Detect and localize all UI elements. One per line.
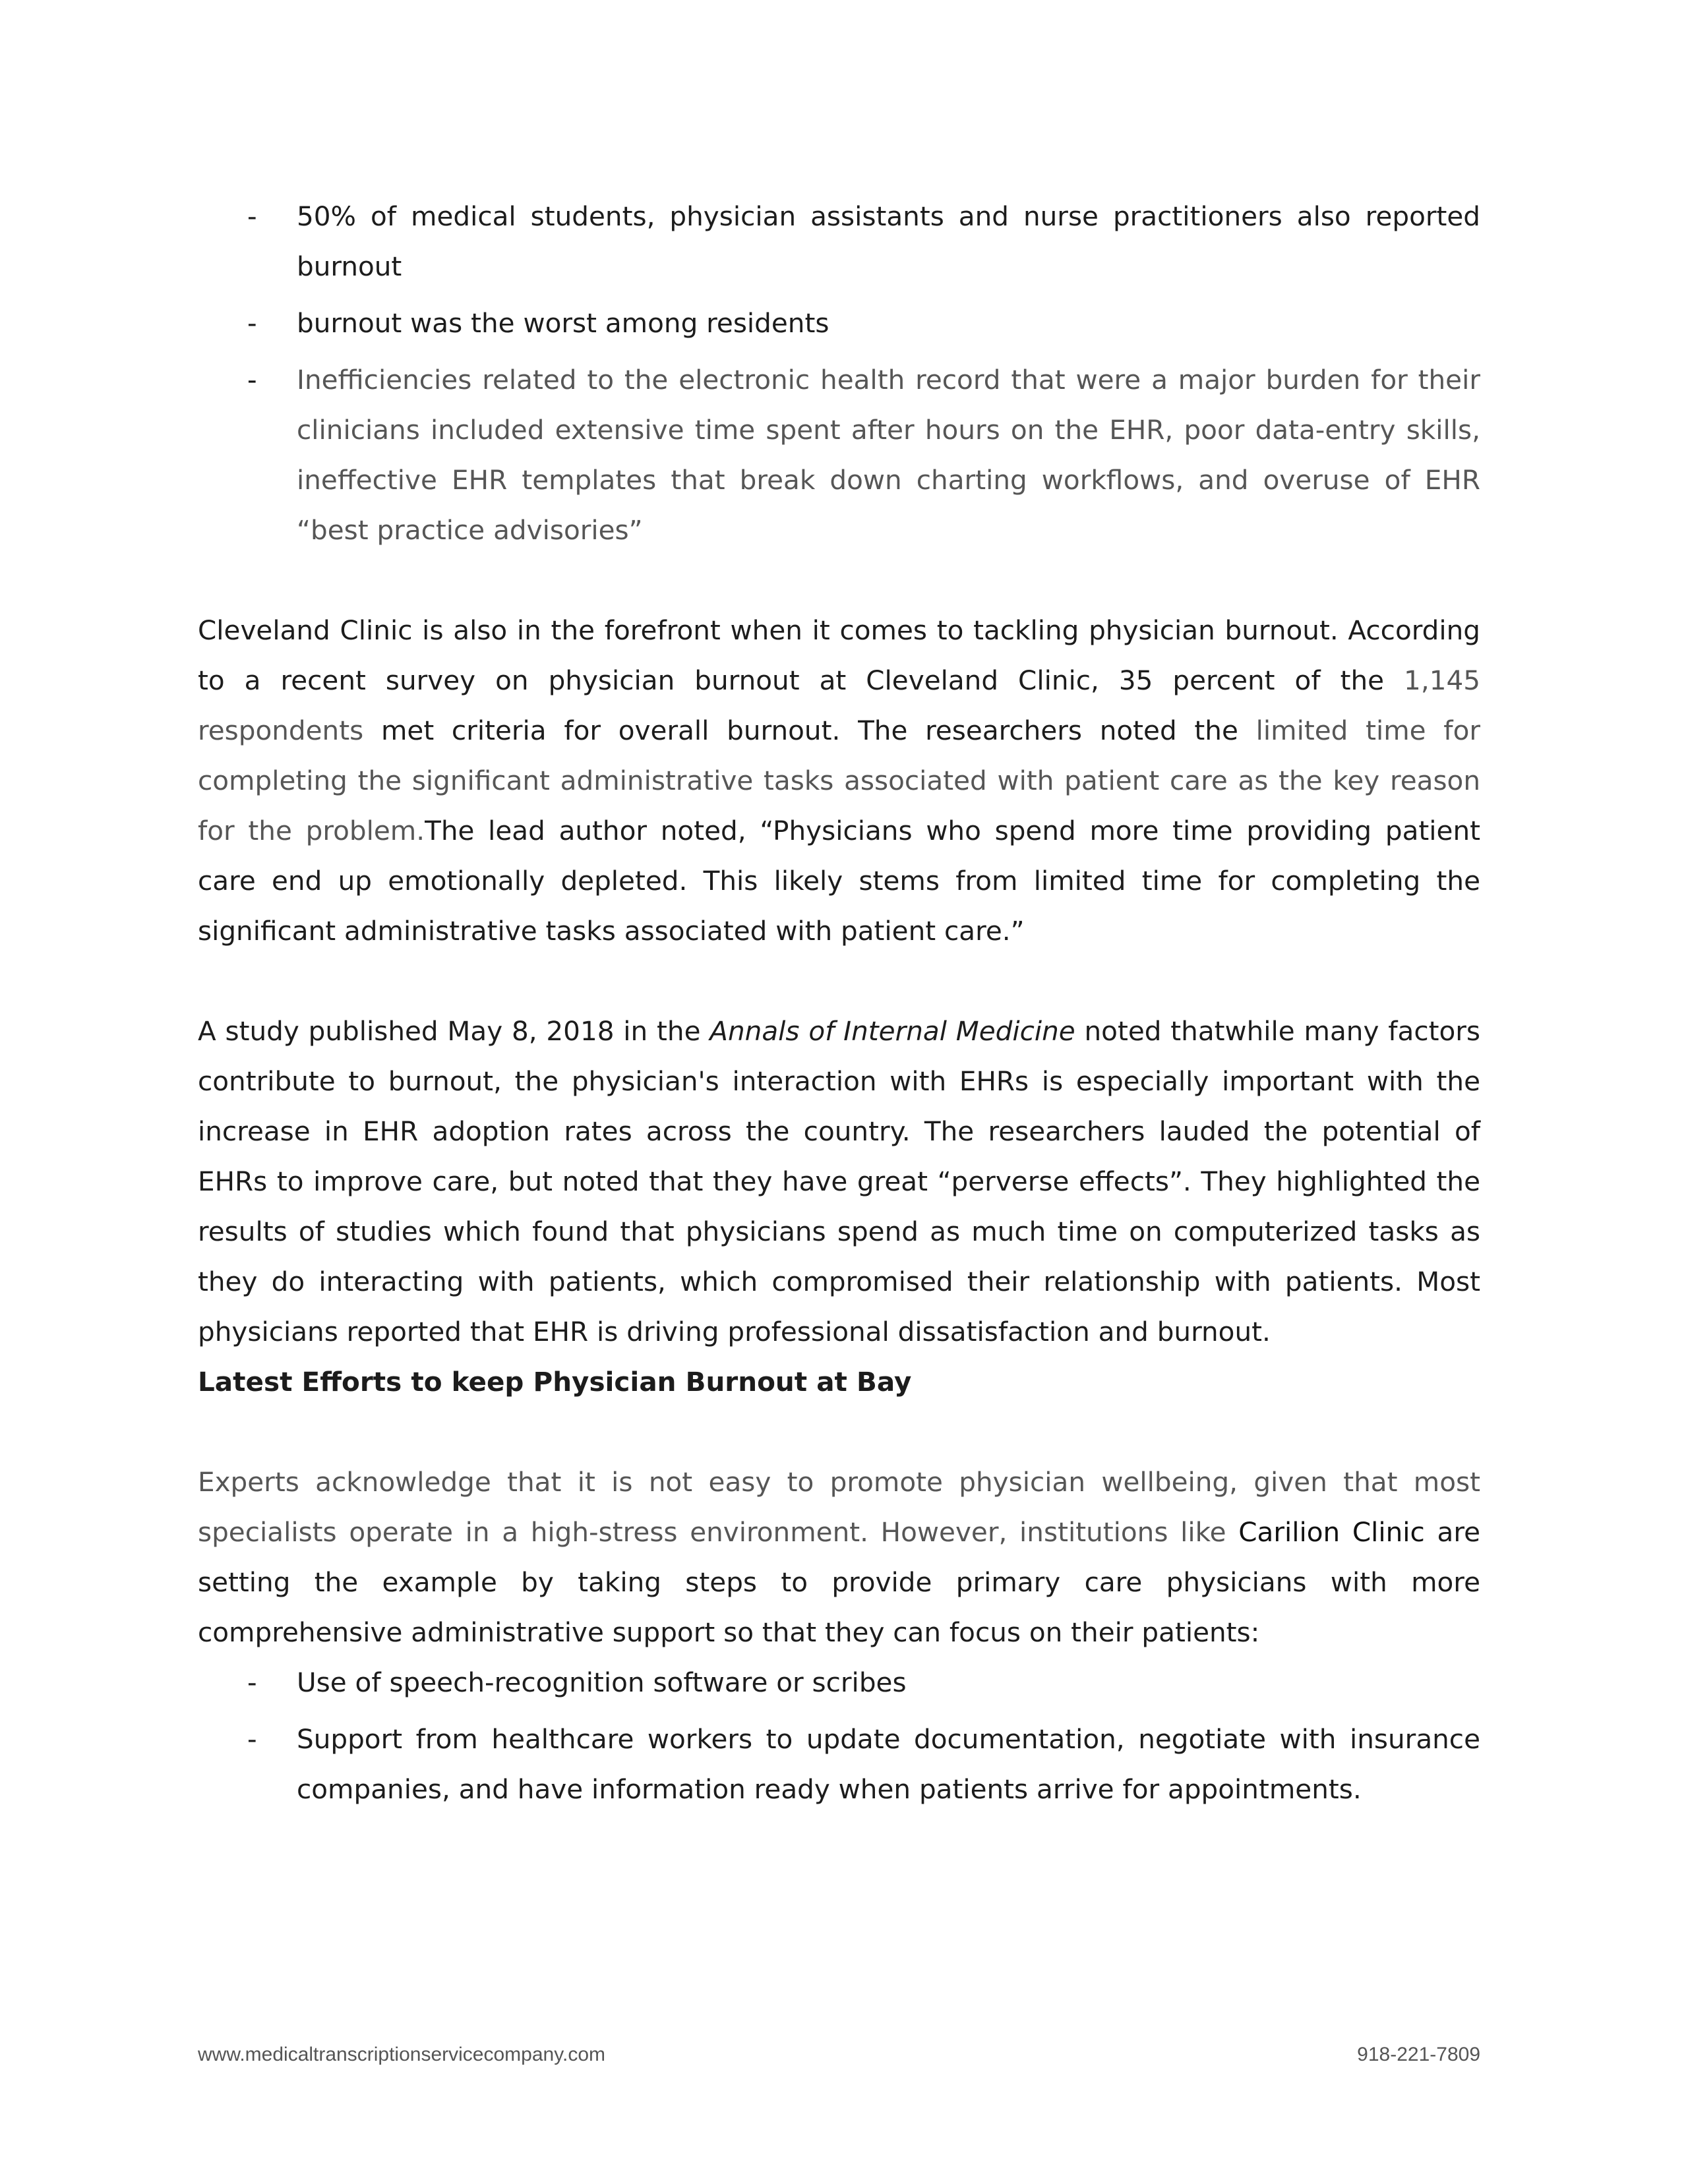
- paragraph-text: noted thatwhile many factors contribute to burnout, the physician's interaction with EHRs is especially important with the increase in EHR adoption rates across the country. The researchers lauded the potential of EHRs to improve care, but noted that they have great “perverse effects”. They highlighted the results of studies which found that physicians spend as much time on computerized tasks as they do interacting with patients, which compromised their relationship with patients. Most physicians reported that EHR is driving professional dissatisfaction and burnout.: [198, 1015, 1480, 1347]
- link-respondents[interactable]: 1,145 respondents: [198, 664, 1480, 746]
- list-item-text: Inefficiencies related to the electronic health record that were a major burden for their clinicians included extensive time spent after hours on the EHR, poor data-entry skills, ineffective EHR templates that break down charting workflows, and overuse of EHR “best practice advisories”: [297, 364, 1480, 546]
- list-item: [198, 355, 1480, 555]
- list-item-text: 50% of medical students, physician assistants and nurse practitioners also reported burnout: [297, 200, 1480, 282]
- paragraph-text: A study published May 8, 2018 in the: [198, 1015, 710, 1047]
- page-footer: [198, 2044, 1480, 2077]
- dash-marker: -: [247, 1723, 257, 1755]
- dash-marker: -: [247, 1667, 257, 1698]
- paragraph-annals-study: [198, 1006, 1480, 1357]
- paragraph-text: are setting the example by taking steps to provide primary care physicians with more comprehensive administrative support so that they can focus on their patients:: [198, 1516, 1481, 1648]
- list-item-text: Support from healthcare workers to update documentation, negotiate with insurance companies, and have information ready when patients arrive for appointments.: [297, 1723, 1480, 1805]
- footer-website[interactable]: www.medicaltranscriptionservicecompany.com: [198, 2044, 605, 2065]
- list-item: [198, 1714, 1480, 1814]
- list-item-text: Use of speech-recognition software or scribes: [297, 1667, 907, 1698]
- footer-phone: 918-221-7809: [1357, 2044, 1480, 2065]
- link-key-reason[interactable]: limited time for completing the significant administrative tasks associated with patient care as the key reason for the problem.: [198, 715, 1480, 846]
- link-carilion-clinic[interactable]: Carilion Clinic: [1238, 1516, 1425, 1548]
- paragraph-text: Cleveland Clinic is also in the forefront when it comes to tackling physician burnout. According to a recent survey on physician burnout at Cleveland Clinic, 35 percent of the: [198, 614, 1480, 696]
- list-item: [198, 1657, 1480, 1707]
- page-content: [198, 191, 1480, 1814]
- list-item: [198, 191, 1480, 291]
- list-item: [198, 298, 1480, 348]
- journal-title: Annals of Internal Medicine: [709, 1015, 1075, 1047]
- bullet-list-bottom: [198, 1657, 1480, 1814]
- list-item-text: burnout was the worst among residents: [297, 307, 829, 339]
- dash-marker: -: [247, 364, 257, 396]
- section-heading: Latest Efforts to keep Physician Burnout at Bay: [198, 1366, 912, 1398]
- paragraph-text: met criteria for overall burnout. The researchers noted the: [363, 715, 1256, 746]
- paragraph-cleveland-clinic: [198, 605, 1480, 956]
- paragraph-text: Experts acknowledge that it is not easy to promote physician wellbeing, given that most specialists operate in a high-stress environment. However, institutions like: [198, 1466, 1480, 1548]
- paragraph-text: The lead author noted, “Physicians who spend more time providing patient care end up emotionally depleted. This likely stems from limited time for completing the significant administrative tasks associated with patient care.”: [198, 815, 1480, 947]
- paragraph-experts: [198, 1457, 1480, 1657]
- dash-marker: -: [247, 200, 257, 232]
- bullet-list-top: [198, 191, 1480, 555]
- dash-marker: -: [247, 307, 257, 339]
